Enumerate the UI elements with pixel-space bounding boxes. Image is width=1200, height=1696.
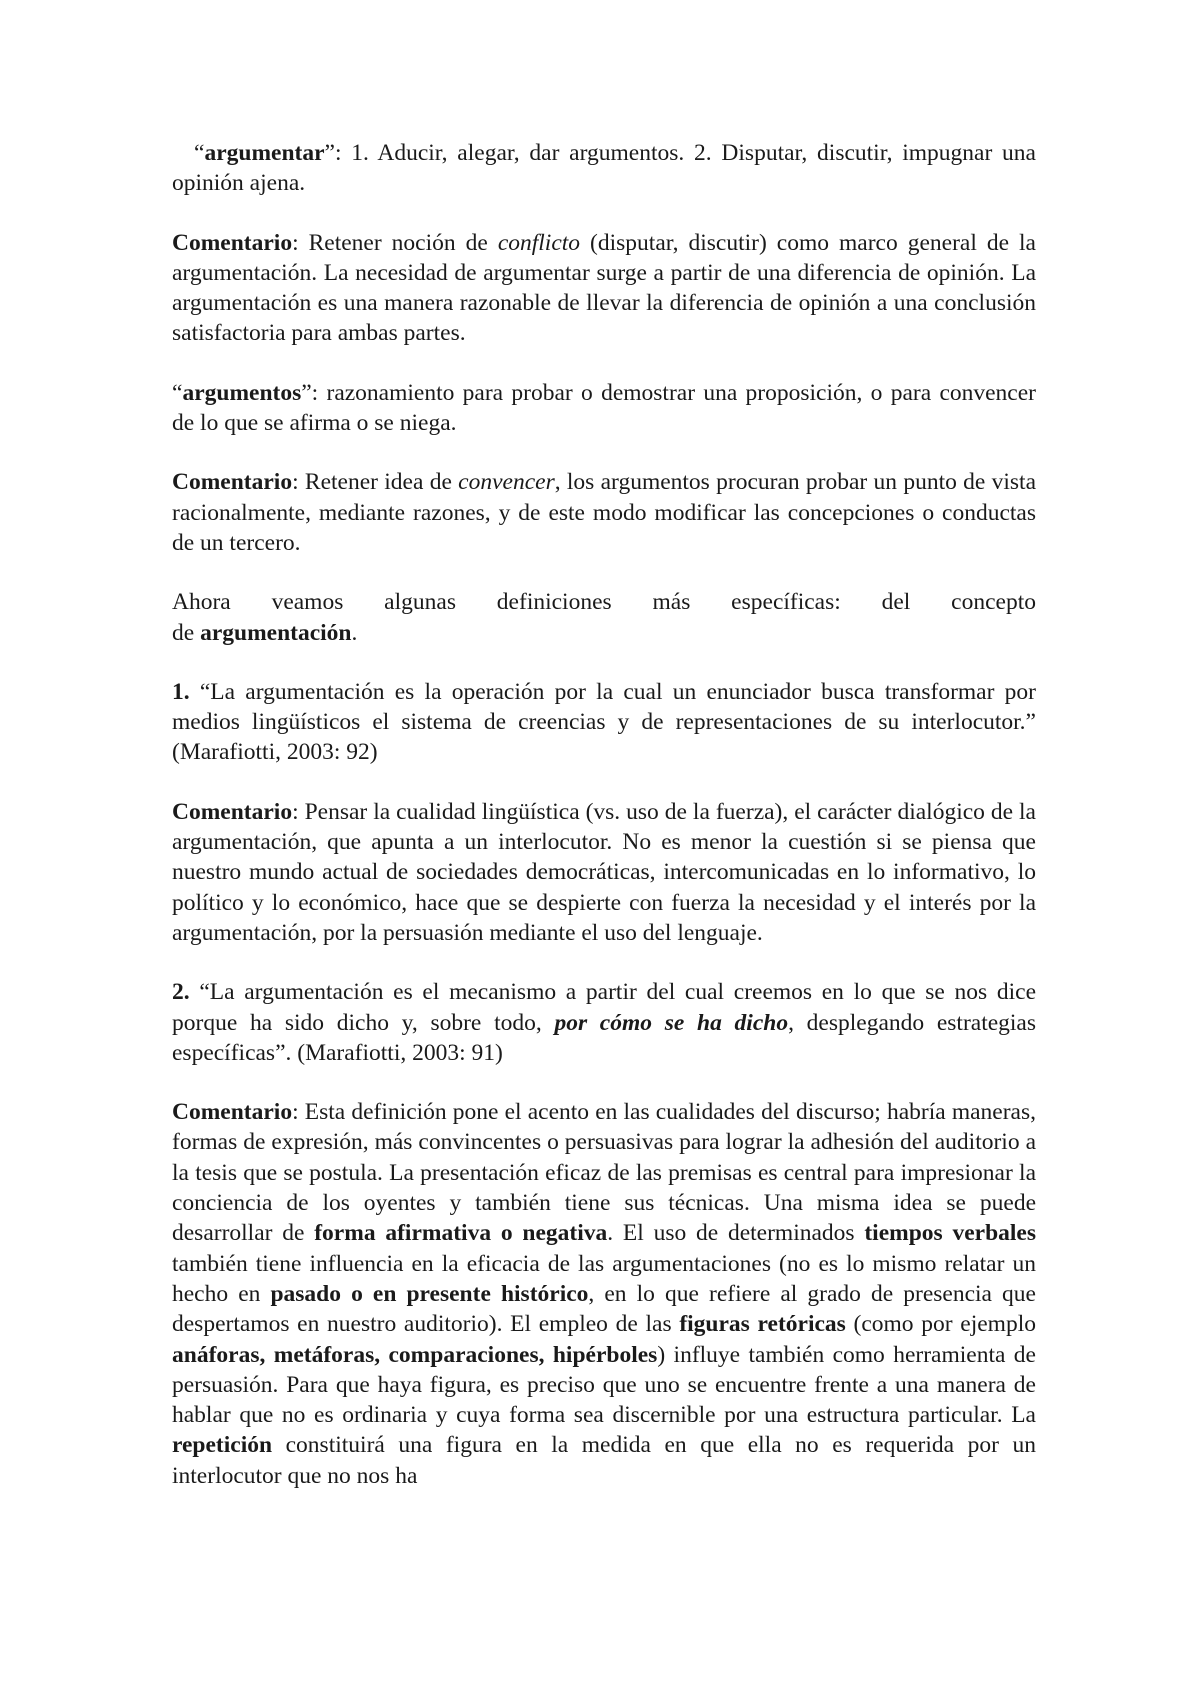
comment-text: ) influye también como herramienta de persuasión. Para que haya figura, es preciso que uno se encuentre frente a una manera de hablar que no es ordinaria y cuya forma sea discernible por una estructura particular. La xyxy=(172,1341,1036,1429)
quotation-text: , desplegando estrategias específicas”. (Marafiotti, 2003: 91) xyxy=(172,1009,1037,1066)
term-conflicto: conflicto xyxy=(497,229,581,256)
quote-colon: ”: xyxy=(324,140,342,166)
colon: : xyxy=(292,469,299,496)
quote-colon: ”: xyxy=(301,379,319,406)
quotation-text: “La argumentación es el mecanismo a partir del cual creemos en lo que se nos dice porque ha sido dicho y, sobre todo, xyxy=(172,979,1036,1036)
comment-label: Comentario xyxy=(172,229,293,256)
definition-number: 1. xyxy=(172,678,190,705)
emphasis-como-se-ha-dicho: por cómo se ha dicho xyxy=(554,1009,789,1036)
colon: : xyxy=(292,229,299,256)
term-figuras-list: anáforas, metáforas, comparaciones, hipérboles xyxy=(172,1341,658,1368)
comment-convencer xyxy=(172,467,1036,558)
comment-text: Pensar la cualidad lingüística (vs. uso de la fuerza), el carácter dialógico de la argumentación, que apunta a un interlocutor. No es menor la cuestión si se piensa que nuestro mundo actual de sociedades democráticas, intercomunicadas en lo informativo, lo político y lo económico, hace que se despierte con fuerza la necesidad y el interés por la argumentación, por la persuasión mediante el uso del lenguaje. xyxy=(172,798,1036,946)
quote-mark: “ xyxy=(194,140,205,166)
term-pasado-presente: pasado o en presente histórico xyxy=(270,1280,589,1307)
definition-text: razonamiento para probar o demostrar una proposición, o para convencer de lo que se afirma o se niega. xyxy=(172,379,1036,437)
comment-text: Retener noción de xyxy=(298,229,498,256)
quote-mark: “ xyxy=(172,379,183,406)
comment-text: constituirá una figura en la medida en que ella no es requerida por un interlocutor que no nos ha xyxy=(172,1432,1036,1489)
document-page xyxy=(172,138,1036,1491)
term-forma-afirmativa: forma afirmativa o negativa xyxy=(314,1220,608,1247)
definition-number: 2. xyxy=(172,979,190,1006)
comment-text: , en lo que refiere al grado de presencia que despertamos en nuestro auditorio). El empleo de las xyxy=(172,1280,1036,1338)
comment-text: Retener idea de xyxy=(298,469,459,496)
colon: : xyxy=(292,798,299,825)
comment-definition-2 xyxy=(172,1097,1036,1491)
term-argumentacion: argumentación xyxy=(200,619,352,646)
quotation-text: “La argumentación es la operación por la cual un enunciador busca transformar por medios lingüísticos el sistema de creencias y de representaciones de su interlocutor.” (Marafiotti, 2003: 92) xyxy=(172,678,1036,766)
term-tiempos-verbales: tiempos verbales xyxy=(864,1220,1037,1247)
term-figuras-retoricas: figuras retóricas xyxy=(679,1311,846,1338)
term-repeticion: repetición xyxy=(172,1432,273,1459)
definition-text: 1. Aducir, alegar, dar argumentos. 2. Disputar, discutir, impugnar una opinión ajena. xyxy=(172,140,1036,197)
comment-text: Esta definición pone el acento en las cualidades del discurso; habría maneras, formas de expresión, más convincentes o persuasivas para lograr la adhesión del auditorio a la tesis que se postula. La presentación eficaz de las premisas es central para impresionar la conciencia de los oyentes y también tiene sus técnicas. Una misma idea se puede desarrollar de xyxy=(172,1099,1036,1247)
colon: : xyxy=(292,1099,299,1126)
comment-text: (disputar, discutir) como marco general de la argumentación. La necesidad de argumentar surge a partir de una diferencia de opinión. La argumentación es una manera razonable de llevar la diferencia de opinión a una conclusión satisfactoria para ambas partes. xyxy=(172,229,1036,347)
comment-text: , los argumentos procuran probar un punto de vista racionalmente, mediante razones, y de este modo modificar las concepciones o conductas de un tercero. xyxy=(172,469,1036,556)
term-argumentar: argumentar xyxy=(204,140,325,166)
intro-definitions xyxy=(172,587,1036,648)
comment-text: (como por ejemplo xyxy=(845,1311,1036,1338)
comment-conflicto xyxy=(172,228,1036,349)
term-argumentos: argumentos xyxy=(182,379,302,406)
comment-label: Comentario xyxy=(172,1099,293,1126)
definition-argumentar xyxy=(172,138,1036,199)
intro-line: Ahora veamos algunas definiciones más específicas: del concepto xyxy=(172,589,1036,616)
comment-label: Comentario xyxy=(172,469,293,496)
term-convencer: convencer xyxy=(458,469,555,496)
comment-label: Comentario xyxy=(172,798,293,825)
definition-argumentos xyxy=(172,378,1036,439)
comment-text: . El uso de determinados xyxy=(607,1220,865,1247)
definition-2 xyxy=(172,977,1036,1068)
comment-definition-1 xyxy=(172,797,1036,948)
period: . xyxy=(351,619,358,646)
comment-text: también tiene influencia en la eficacia de las argumentaciones (no es lo mismo relatar un hecho en xyxy=(172,1250,1036,1307)
definition-1 xyxy=(172,677,1036,768)
intro-pre: de xyxy=(172,619,201,646)
